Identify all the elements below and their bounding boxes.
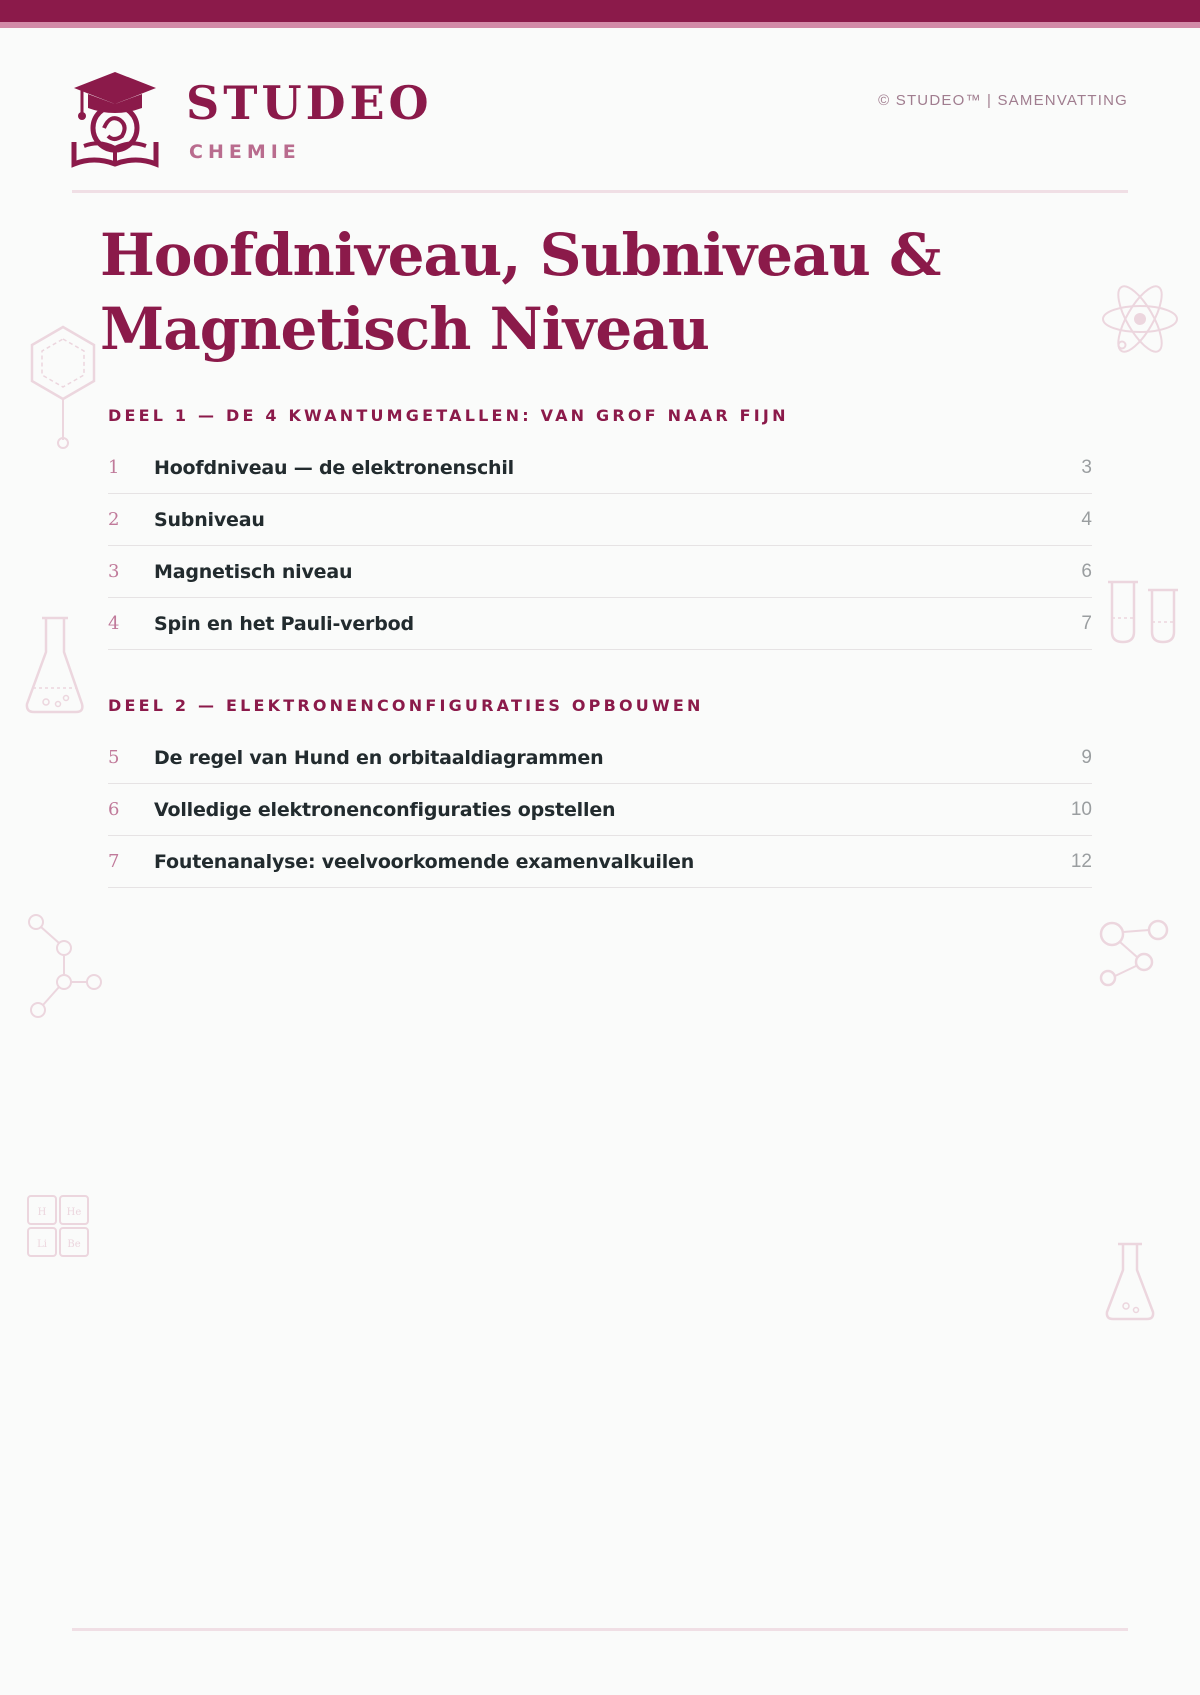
toc-item-label: Hoofdniveau — de elektronenschil bbox=[154, 456, 514, 479]
toc-item-page: 7 bbox=[1081, 612, 1092, 634]
toc-section-heading: DEEL 2 — ELEKTRONENCONFIGURATIES OPBOUWEN bbox=[108, 696, 704, 715]
svg-text:Be: Be bbox=[67, 1239, 81, 1250]
svg-text:He: He bbox=[66, 1207, 82, 1218]
molecule-share-icon bbox=[1098, 918, 1170, 988]
toc-item-label: Foutenanalyse: veelvoorkomende examenvalkuilen bbox=[154, 850, 695, 873]
footer-divider bbox=[72, 1628, 1128, 1631]
toc-item-number: 1 bbox=[108, 457, 120, 478]
toc-item-label: Volledige elektronenconfiguraties opstellen bbox=[154, 798, 616, 821]
toc-item-label: Spin en het Pauli-verbod bbox=[154, 612, 414, 635]
atom-icon bbox=[1100, 284, 1180, 354]
toc-item-number: 4 bbox=[108, 613, 120, 634]
brand-name: STUDEO bbox=[186, 76, 433, 130]
svg-text:Li: Li bbox=[37, 1239, 47, 1250]
toc-item-page: 9 bbox=[1081, 746, 1092, 768]
toc-item-label: Magnetisch niveau bbox=[154, 560, 353, 583]
graduation-cap-book-icon bbox=[70, 70, 160, 168]
header-divider bbox=[72, 190, 1128, 193]
toc-item-number: 7 bbox=[108, 851, 120, 872]
periodic-table-icon bbox=[27, 1195, 89, 1257]
toc-item-label: De regel van Hund en orbitaaldiagrammen bbox=[154, 746, 604, 769]
toc-item-2[interactable] bbox=[108, 494, 1092, 546]
table-of-contents bbox=[108, 402, 1092, 888]
toc-item-label: Subniveau bbox=[154, 508, 265, 531]
toc-item-number: 2 bbox=[108, 509, 120, 530]
test-tubes-icon bbox=[1106, 578, 1180, 646]
molecule-icon bbox=[26, 912, 104, 1020]
toc-section-heading: DEEL 1 — DE 4 KWANTUMGETALLEN: VAN GROF NAAR FIJN bbox=[108, 406, 789, 425]
top-accent-bar bbox=[0, 0, 1200, 22]
toc-item-4[interactable] bbox=[108, 598, 1092, 650]
toc-item-page: 6 bbox=[1081, 560, 1092, 582]
toc-item-3[interactable] bbox=[108, 546, 1092, 598]
toc-item-7[interactable] bbox=[108, 836, 1092, 888]
toc-item-page: 4 bbox=[1081, 508, 1092, 530]
page-title: Hoofdniveau, Subniveau & Magnetisch Niveau bbox=[100, 221, 941, 363]
toc-item-page: 12 bbox=[1070, 850, 1092, 872]
brand-subtitle: CHEMIE bbox=[189, 141, 301, 163]
small-flask-icon bbox=[1104, 1242, 1156, 1322]
toc-item-6[interactable] bbox=[108, 784, 1092, 836]
toc-item-1[interactable] bbox=[108, 442, 1092, 494]
toc-item-number: 6 bbox=[108, 799, 120, 820]
header-meta: © STUDEO™ | SAMENVATTING bbox=[878, 92, 1128, 109]
top-accent-stripe bbox=[0, 22, 1200, 28]
toc-item-number: 3 bbox=[108, 561, 120, 582]
erlenmeyer-flask-icon bbox=[24, 616, 86, 716]
toc-item-page: 3 bbox=[1081, 456, 1092, 478]
toc-item-number: 5 bbox=[108, 747, 120, 768]
hexagon-molecule-icon bbox=[28, 325, 98, 451]
toc-item-5[interactable] bbox=[108, 732, 1092, 784]
svg-text:H: H bbox=[37, 1207, 47, 1218]
toc-item-page: 10 bbox=[1070, 798, 1092, 820]
